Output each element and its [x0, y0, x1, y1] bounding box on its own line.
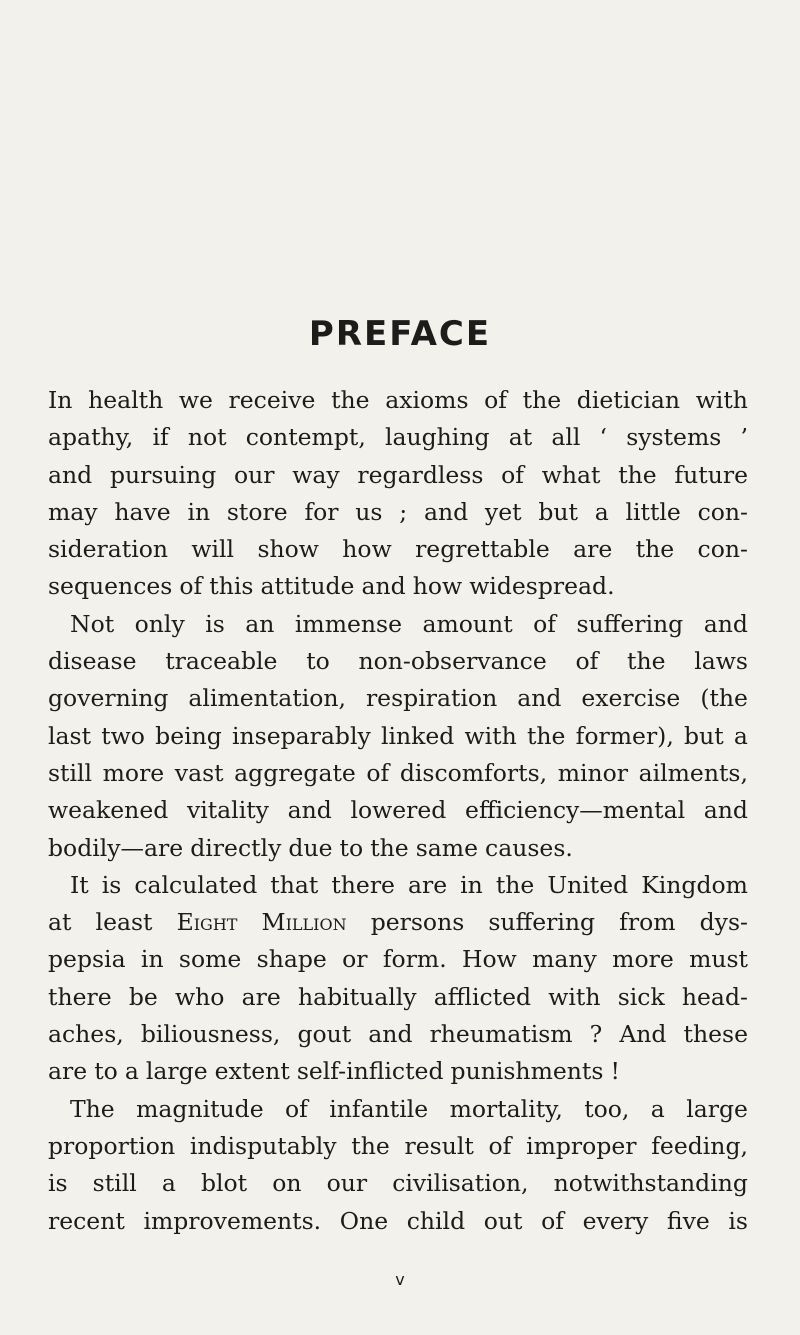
word: of [533, 609, 556, 638]
word: is [48, 1169, 68, 1198]
text-line [48, 457, 748, 494]
word: and [703, 609, 748, 638]
word: and [361, 572, 406, 601]
word: sideration [48, 535, 169, 564]
word: with [464, 721, 517, 750]
word: discomforts, [399, 758, 548, 787]
word: disease [48, 647, 137, 676]
word: least [95, 908, 153, 937]
word: show [257, 535, 319, 564]
text-line [48, 867, 748, 904]
word: have [114, 497, 171, 526]
word: traceable [165, 647, 278, 676]
text-line [48, 792, 748, 829]
word: shape [256, 945, 327, 974]
word: notwithstanding [553, 1169, 748, 1198]
word: to [306, 647, 330, 676]
word: on [272, 1169, 302, 1198]
word: of [501, 460, 524, 489]
text-line [48, 1091, 748, 1128]
word: receive [228, 386, 316, 414]
text-line [48, 1165, 748, 1202]
word: con- [697, 535, 748, 564]
word: and [517, 684, 562, 713]
word: is [205, 609, 225, 638]
word: still [48, 758, 93, 787]
word: laughing [384, 423, 490, 452]
word: improper [526, 1131, 637, 1160]
word: may [48, 497, 98, 526]
word: child [406, 1206, 466, 1235]
word: calculated [134, 870, 258, 899]
word: for [304, 497, 339, 526]
word: laws [694, 647, 748, 676]
word: but [684, 721, 724, 750]
word: result [404, 1131, 474, 1160]
word: are [48, 1057, 88, 1086]
word: more [612, 945, 674, 974]
text-line [48, 904, 748, 941]
word: at [508, 423, 533, 452]
word: aches, [48, 1020, 124, 1049]
word: of [179, 572, 203, 601]
text-line [48, 1053, 748, 1090]
word: sequences [48, 572, 173, 601]
word: linked [380, 721, 455, 750]
page-number: v [395, 1270, 405, 1289]
word: of [366, 758, 390, 787]
word: aggregate [234, 758, 356, 787]
word: axioms [385, 386, 469, 414]
word: feeding, [651, 1131, 748, 1160]
word: five [666, 1206, 710, 1235]
word: ; [399, 497, 408, 526]
text-line [48, 419, 748, 456]
word: more [102, 758, 165, 787]
word: and [368, 1020, 413, 1049]
word: weakened [48, 796, 169, 825]
word: bodily—are [48, 833, 184, 862]
word: a [124, 1057, 139, 1086]
preface-body [48, 382, 748, 1240]
word: Not [70, 609, 115, 638]
word: governing [48, 684, 169, 713]
word: of [488, 1131, 512, 1160]
word: head- [681, 982, 748, 1011]
word: directly [190, 833, 282, 862]
word: are [573, 535, 613, 564]
word: blot [200, 1169, 248, 1198]
word: ’ [740, 423, 748, 452]
word: are [241, 982, 281, 1011]
word: ? [589, 1020, 603, 1049]
word: must [689, 945, 748, 974]
word: pepsia [48, 945, 126, 974]
word: Million [261, 908, 347, 937]
word: regardless [357, 460, 484, 489]
word: last [48, 721, 92, 750]
word: One [339, 1206, 389, 1235]
word: the [351, 1131, 390, 1160]
word: will [191, 535, 235, 564]
word: alimentation, [188, 684, 346, 713]
word: exercise [581, 684, 681, 713]
text-line [48, 680, 748, 717]
word: that [270, 870, 319, 899]
word: indisputably [189, 1131, 337, 1160]
word: widespread. [469, 572, 615, 601]
word: a [594, 497, 609, 526]
word: efficiency—mental [465, 796, 686, 825]
word: not [187, 423, 227, 452]
word: a [650, 1094, 665, 1123]
word: is [101, 870, 122, 899]
word: what [541, 460, 601, 489]
word: and [287, 796, 332, 825]
word: from [619, 908, 676, 937]
word: contempt, [245, 423, 366, 452]
word: recent [48, 1206, 125, 1235]
word: of [484, 386, 508, 414]
word: an [245, 609, 275, 638]
word: large [686, 1094, 748, 1123]
word: there [331, 870, 395, 899]
text-line [48, 606, 748, 643]
text-line [48, 1128, 748, 1165]
word: same [415, 833, 478, 862]
word: large [145, 1057, 208, 1086]
word: former), [575, 721, 674, 750]
text-line [48, 1203, 748, 1240]
word: of [541, 1206, 564, 1235]
word: The [70, 1094, 115, 1123]
word: (the [700, 684, 748, 713]
word: proportion [48, 1131, 176, 1160]
text-line [48, 718, 748, 755]
word: out [483, 1206, 523, 1235]
word: with [695, 386, 748, 414]
word: immense [294, 609, 402, 638]
word: causes. [485, 833, 573, 862]
word: gout [297, 1020, 352, 1049]
word: civilisation, [392, 1169, 529, 1198]
word: is [728, 1206, 748, 1235]
word: still [92, 1169, 137, 1198]
word: to [339, 833, 364, 862]
word: biliousness, [140, 1020, 281, 1049]
word: the [627, 647, 666, 676]
word: future [674, 460, 748, 489]
word: our [233, 460, 275, 489]
word: the [331, 386, 370, 414]
word: vitality [186, 796, 269, 825]
word: magnitude [136, 1094, 264, 1123]
word: how [412, 572, 463, 601]
word: It [70, 870, 89, 899]
word: And [619, 1020, 667, 1049]
word: the [370, 833, 409, 862]
text-line [48, 979, 748, 1016]
word: or [342, 945, 368, 974]
word: ailments, [638, 758, 748, 787]
word: the [618, 460, 657, 489]
word: suffering [488, 908, 596, 937]
word: at [48, 908, 72, 937]
word: all [551, 423, 581, 452]
word: little [625, 497, 681, 526]
word: inseparably [232, 721, 371, 750]
page-title: PREFACE [308, 314, 492, 354]
word: there [48, 982, 112, 1011]
word: but [538, 497, 578, 526]
word: with [548, 982, 601, 1011]
word: habitually [297, 982, 417, 1011]
word: be [128, 982, 158, 1011]
word: the [635, 535, 675, 564]
word: ‘ [599, 423, 608, 452]
word: yet [484, 497, 522, 526]
word: apathy, [48, 423, 134, 452]
word: if [152, 423, 169, 452]
word: suffering [576, 609, 684, 638]
word: health [88, 386, 164, 414]
word: and [423, 497, 469, 526]
word: a [733, 721, 748, 750]
word: in [187, 497, 211, 526]
word: form. [382, 945, 447, 974]
word: in [460, 870, 483, 899]
word: this [209, 572, 254, 601]
word: many [532, 945, 597, 974]
word: sick [617, 982, 665, 1011]
word: who [175, 982, 225, 1011]
word: due [288, 833, 333, 862]
word: too, [584, 1094, 630, 1123]
word: Kingdom [641, 870, 748, 899]
word: United [547, 870, 629, 899]
word: of [575, 647, 599, 676]
word: of [285, 1094, 308, 1123]
word: a [161, 1169, 176, 1198]
word: self-inflicted [296, 1057, 444, 1086]
word: attitude [260, 572, 355, 601]
word: our [326, 1169, 368, 1198]
word: these [683, 1020, 748, 1049]
word: being [155, 721, 222, 750]
word: way [292, 460, 340, 489]
word: us [355, 497, 383, 526]
word: afflicted [433, 982, 532, 1011]
text-line [48, 382, 748, 419]
word: persons [370, 908, 465, 937]
word: systems [626, 423, 722, 452]
word: non-observance [358, 647, 547, 676]
word: only [134, 609, 185, 638]
word: regrettable [415, 535, 550, 564]
word: con- [697, 497, 748, 526]
text-line [48, 941, 748, 978]
word: respiration [365, 684, 498, 713]
text-line [48, 755, 748, 792]
text-line [48, 494, 748, 531]
word: are [407, 870, 448, 899]
word: and [48, 460, 93, 489]
text-line [48, 643, 748, 680]
word: the [495, 870, 535, 899]
word: two [101, 721, 145, 750]
word: Eight [176, 908, 238, 937]
word: How [462, 945, 517, 974]
word: and [703, 796, 748, 825]
word: ! [610, 1057, 620, 1086]
word: amount [422, 609, 513, 638]
word: pursuing [109, 460, 217, 489]
word: in [140, 945, 164, 974]
word: the [522, 386, 562, 414]
word: lowered [350, 796, 447, 825]
word: mortality, [449, 1094, 563, 1123]
word: dys- [699, 908, 748, 937]
word: some [178, 945, 242, 974]
text-line [48, 1016, 748, 1053]
word: every [582, 1206, 649, 1235]
word: extent [214, 1057, 290, 1086]
word: dietician [576, 386, 681, 414]
word: minor [557, 758, 629, 787]
word: vast [174, 758, 224, 787]
word: the [526, 721, 566, 750]
text-line [48, 830, 748, 867]
word: how [342, 535, 392, 564]
word: improvements. [143, 1206, 322, 1235]
text-line [48, 531, 748, 568]
word: store [226, 497, 288, 526]
word: punishments [450, 1057, 604, 1086]
text-line [48, 568, 748, 605]
word: In [48, 386, 73, 414]
word: to [94, 1057, 118, 1086]
word: we [178, 386, 213, 414]
word: rheumatism [429, 1020, 573, 1049]
word: infantile [329, 1094, 429, 1123]
